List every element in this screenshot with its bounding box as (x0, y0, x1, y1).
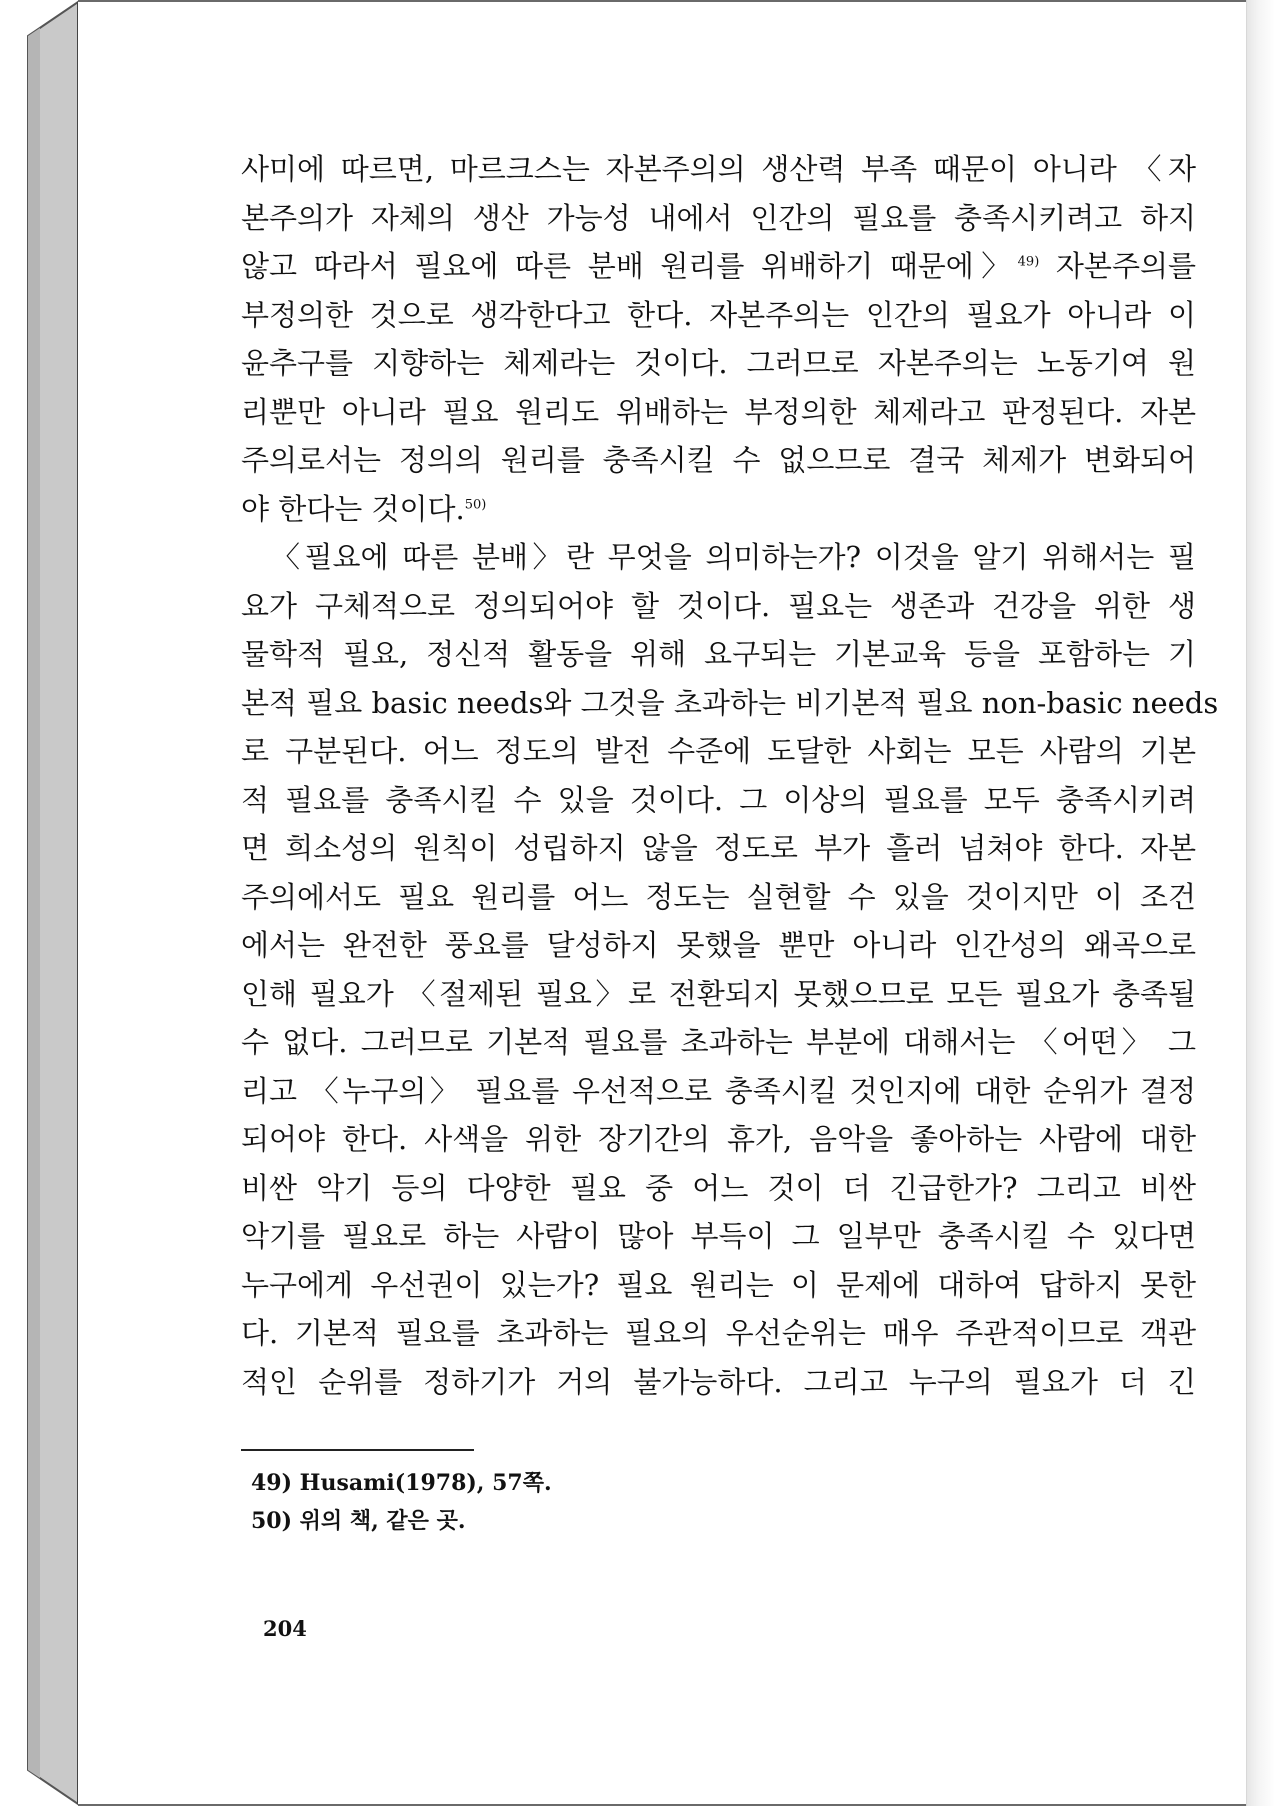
text-line: 되어야 한다. 사색을 위한 장기간의 휴가, 음악을 좋아하는 사람에 대한 (241, 1122, 1196, 1156)
text-line: 본주의가 자체의 생산 가능성 내에서 인간의 필요를 충족시키려고 하지 (241, 200, 1196, 235)
text-line: 사미에 따르면, 마르크스는 자본주의의 생산력 부족 때문이 아니라 〈자 (241, 152, 1196, 186)
text-line: 에서는 완전한 풍요를 달성하지 못했을 뿐만 아니라 인간성의 왜곡으로 (241, 928, 1196, 962)
text-line: 로 구분된다. 어느 정도의 발전 수준에 도달한 사회는 모든 사람의 기본 (241, 734, 1196, 768)
text-line: 적인 순위를 정하기가 거의 불가능하다. 그리고 누구의 필요가 더 긴 (241, 1364, 1196, 1399)
text-line: 요가 구체적으로 정의되어야 할 것이다. 필요는 생존과 건강을 위한 생 (241, 588, 1196, 623)
paragraph-2 (241, 533, 1219, 1406)
footnote-49: 49) Husami(1978), 57쪽. (251, 1470, 552, 1496)
footnote-ref-49[interactable]: 49) (1017, 254, 1040, 270)
footnote-ref-50[interactable]: 50) (464, 496, 487, 512)
paragraph-1 (241, 145, 1196, 533)
text-line: 비싼 악기 등의 다양한 필요 중 어느 것이 더 긴급한가? 그리고 비싼 (241, 1170, 1196, 1205)
page-number: 204 (263, 1616, 307, 1641)
text-line: 수 없다. 그러므로 기본적 필요를 초과하는 부분에 대해서는 〈어떤〉 그 (241, 1025, 1196, 1059)
text-line: 악기를 필요로 하는 사람이 많아 부득이 그 일부만 충족시킬 수 있다면 (241, 1219, 1196, 1253)
text-line: 부정의한 것으로 생각한다고 한다. 자본주의는 인간의 필요가 아니라 이 (241, 297, 1196, 332)
text-segment: 자본주의를 (1039, 249, 1196, 283)
text-line: 누구에게 우선권이 있는가? 필요 원리는 이 문제에 대하여 답하지 못한 (241, 1267, 1196, 1302)
text-line: 리뿐만 아니라 필요 원리도 위배하는 부정의한 체제라고 판정된다. 자본 (241, 394, 1196, 429)
text-line: 〈필요에 따른 분배〉란 무엇을 의미하는가? 이것을 알기 위해서는 필 (271, 540, 1196, 574)
text-segment: 야 한다는 것이다. (241, 491, 465, 526)
book-page-shadow (1246, 0, 1275, 1806)
text-line: 본적 필요 basic needs와 그것을 초과하는 비기본적 필요 non-basic needs (241, 685, 1219, 720)
text-line: 적 필요를 충족시킬 수 있을 것이다. 그 이상의 필요를 모두 충족시키려 (241, 782, 1196, 817)
text-line-with-note (241, 242, 1196, 291)
text-line: 면 희소성의 원칙이 성립하지 않을 정도로 부가 흘러 넘쳐야 한다. 자본 (241, 831, 1196, 865)
book-spine-edge (0, 0, 80, 1806)
text-line: 인해 필요가 〈절제된 필요〉로 전환되지 못했으므로 모든 필요가 충족될 (241, 976, 1196, 1011)
text-line: 다. 기본적 필요를 초과하는 필요의 우선순위는 매우 주관적이므로 객관 (241, 1316, 1196, 1350)
text-line: 윤추구를 지향하는 체제라는 것이다. 그러므로 자본주의는 노동기여 원 (241, 346, 1196, 380)
book-page (78, 0, 1246, 1806)
footnotes (241, 1464, 941, 1540)
text-line: 리고 〈누구의〉 필요를 우선적으로 충족시킬 것인지에 대한 순위가 결정 (241, 1073, 1196, 1108)
footnote-50: 50) 위의 책, 같은 곳. (251, 1508, 466, 1534)
text-line: 주의로서는 정의의 원리를 충족시킬 수 없으므로 결국 체제가 변화되어 (241, 443, 1196, 477)
text-line: 물학적 필요, 정신적 활동을 위해 요구되는 기본교육 등을 포함하는 기 (241, 637, 1196, 671)
text-line-with-note (241, 485, 1196, 534)
text-segment: 않고 따라서 필요에 따른 분배 원리를 위배하기 때문에〉 (241, 249, 1018, 283)
body-text (241, 145, 1219, 1406)
footnote-separator (241, 1449, 474, 1451)
text-line: 주의에서도 필요 원리를 어느 정도는 실현할 수 있을 것이지만 이 조건 (241, 879, 1196, 914)
